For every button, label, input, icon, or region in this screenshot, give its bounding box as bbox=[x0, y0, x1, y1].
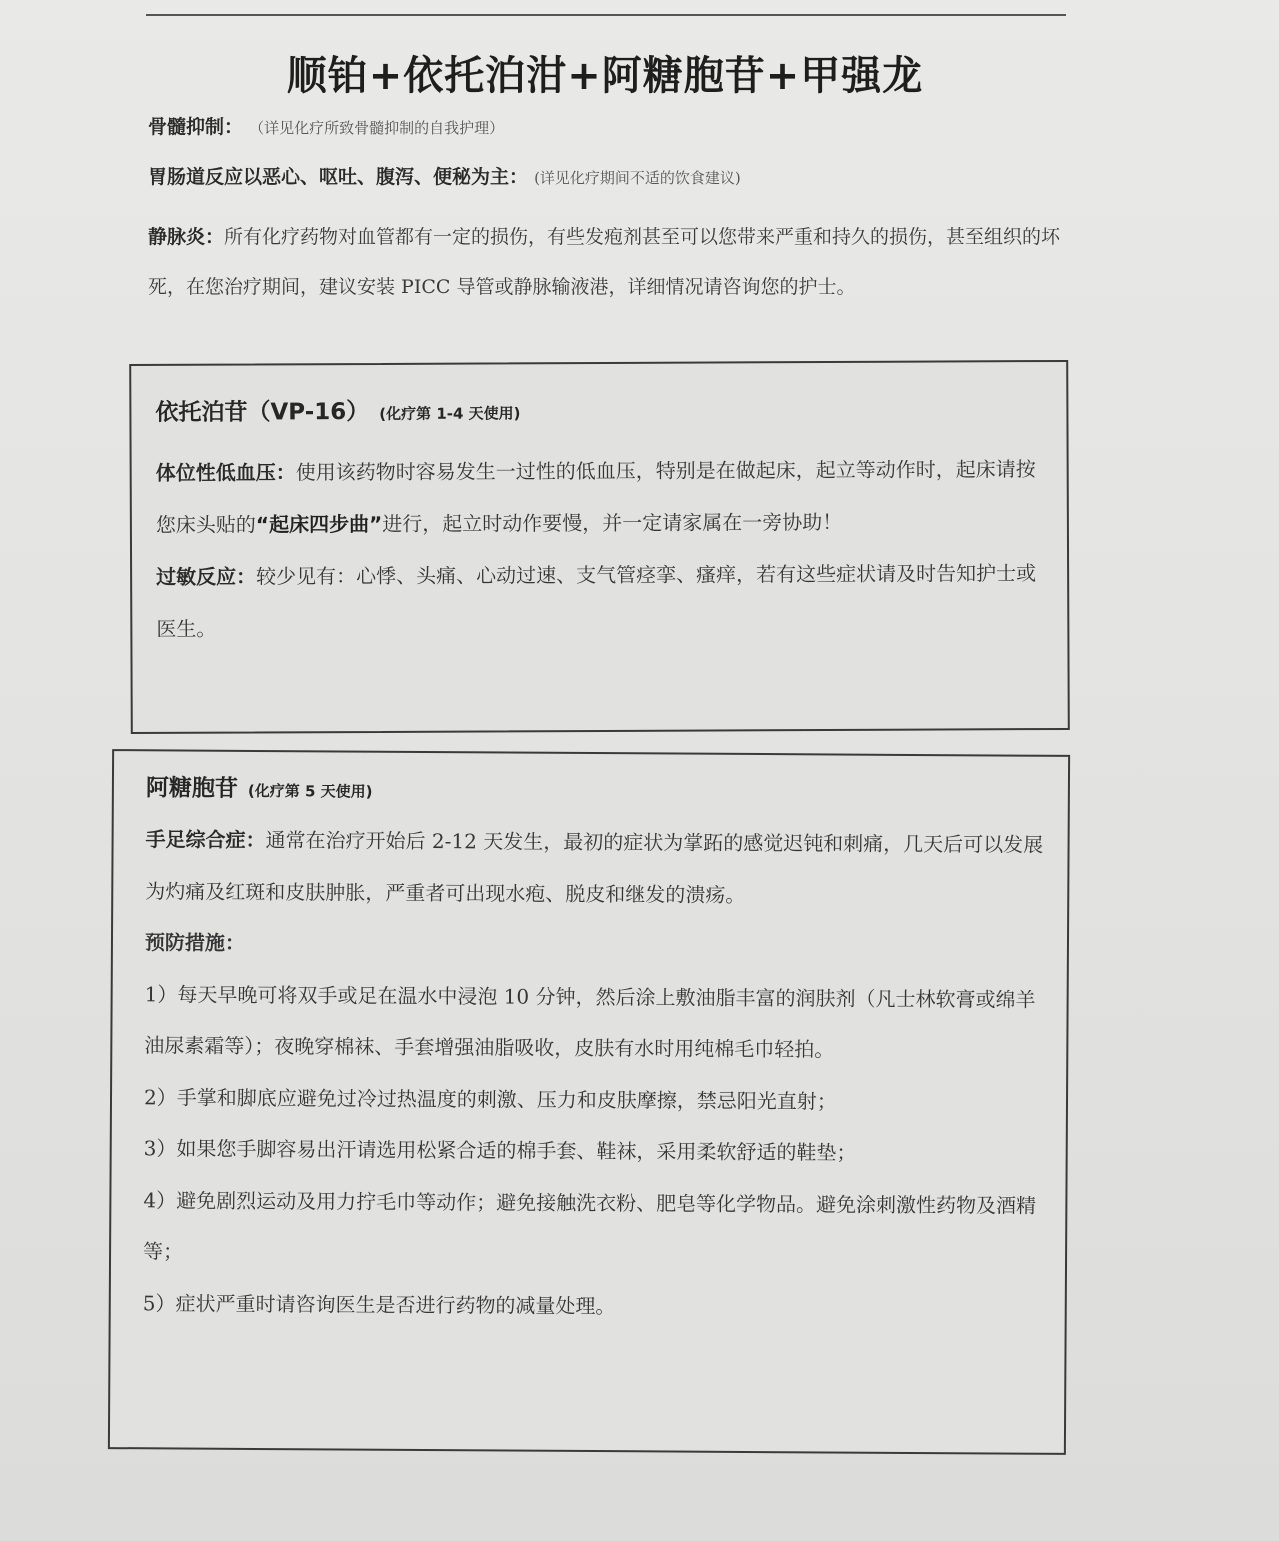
marrow-suppression-label: 骨髓抑制： bbox=[148, 116, 244, 138]
marrow-suppression-line bbox=[148, 112, 1068, 162]
phlebitis-text: 所有化疗药物对血管都有一定的损伤，有些发疱剂甚至可以您带来严重和持久的损伤，甚至组织的坏死，在您治疗期间，建议安装 PICC 导管或静脉输液港，详细情况请咨询您的护士。 bbox=[148, 226, 1061, 298]
prevention-item: 1）每天早晚可将双手或足在温水中浸泡 10 分钟，然后涂上敷油脂丰富的润肤剂（凡士林软膏或绵羊油尿素霜等）；夜晚穿棉袜、手套增强油脂吸收，皮肤有水时用纯棉毛巾轻拍。 bbox=[144, 981, 1036, 1062]
page-title: 顺铂+依托泊泔+阿糖胞苷+甲强龙 bbox=[286, 53, 924, 99]
hypotension-paragraph bbox=[156, 443, 1045, 551]
phlebitis-paragraph bbox=[148, 212, 1068, 312]
prevention-item: 4）避免剧烈运动及用力拧毛巾等动作；避免接触洗衣粉、肥皂等化学物品。避免涂刺激性药物及酒精等； bbox=[143, 1187, 1037, 1264]
top-rule bbox=[146, 14, 1066, 16]
prevention-item: 5）症状严重时请咨询医生是否进行药物的减量处理。 bbox=[142, 1290, 616, 1318]
hypotension-quote: “起床四步曲” bbox=[255, 511, 383, 537]
hypotension-text-b: 进行，起立时动作要慢，并一定请家属在一旁协助！ bbox=[382, 509, 843, 536]
etoposide-box bbox=[129, 360, 1070, 734]
cytarabine-drug-name: 阿糖胞苷 bbox=[145, 775, 238, 802]
gi-reaction-line bbox=[148, 162, 1068, 212]
cytarabine-heading bbox=[146, 769, 1046, 807]
allergy-label: 过敏反应： bbox=[156, 564, 257, 589]
etoposide-days: (化疗第 1-4 天使用) bbox=[379, 404, 521, 423]
hand-foot-syndrome-label: 手足综合症： bbox=[145, 827, 266, 853]
phlebitis-label: 静脉炎： bbox=[148, 226, 225, 248]
hand-foot-syndrome-text: 通常在治疗开始后 2-12 天发生，最初的症状为掌跖的感觉迟钝和刺痛，几天后可以发展为灼痛及红斑和皮肤肿胀，严重者可出现水疱、脱皮和继发的溃疡。 bbox=[145, 828, 1044, 907]
allergy-paragraph bbox=[156, 547, 1045, 655]
gi-reaction-note: (详见化疗期间不适的饮食建议) bbox=[534, 169, 741, 187]
etoposide-drug-name: 依托泊苷（VP-16） bbox=[155, 399, 370, 426]
prevention-label: 预防措施： bbox=[144, 930, 246, 955]
intro-section bbox=[148, 112, 1068, 312]
marrow-suppression-note: （详见化疗所致骨髓抑制的自我护理） bbox=[249, 119, 505, 137]
hand-foot-syndrome-paragraph bbox=[145, 814, 1046, 922]
hypotension-text-a: 使用该药物时容易发生一过性的低血压，特别是在做起床，起立等动作时，起床请按您床头贴的 bbox=[155, 457, 1036, 537]
cytarabine-days: (化疗第 5 天使用) bbox=[247, 781, 373, 801]
gi-reaction-label: 胃肠道反应以恶心、呕吐、腹泻、便秘为主： bbox=[148, 166, 529, 188]
prevention-item: 2）手掌和脚底应避免过冷过热温度的刺激、压力和皮肤摩擦，禁忌阳光直射； bbox=[143, 1084, 837, 1114]
allergy-text: 较少见有：心悸、头痛、心动过速、支气管痉挛、瘙痒，若有这些症状请及时告知护士或医生。 bbox=[156, 561, 1037, 641]
hypotension-label: 体位性低血压： bbox=[155, 460, 296, 485]
prevention-item: 3）如果您手脚容易出汗请选用松紧合适的棉手套、鞋袜，采用柔软舒适的鞋垫； bbox=[143, 1136, 857, 1165]
cytarabine-box bbox=[108, 749, 1070, 1455]
etoposide-heading bbox=[155, 390, 1044, 427]
